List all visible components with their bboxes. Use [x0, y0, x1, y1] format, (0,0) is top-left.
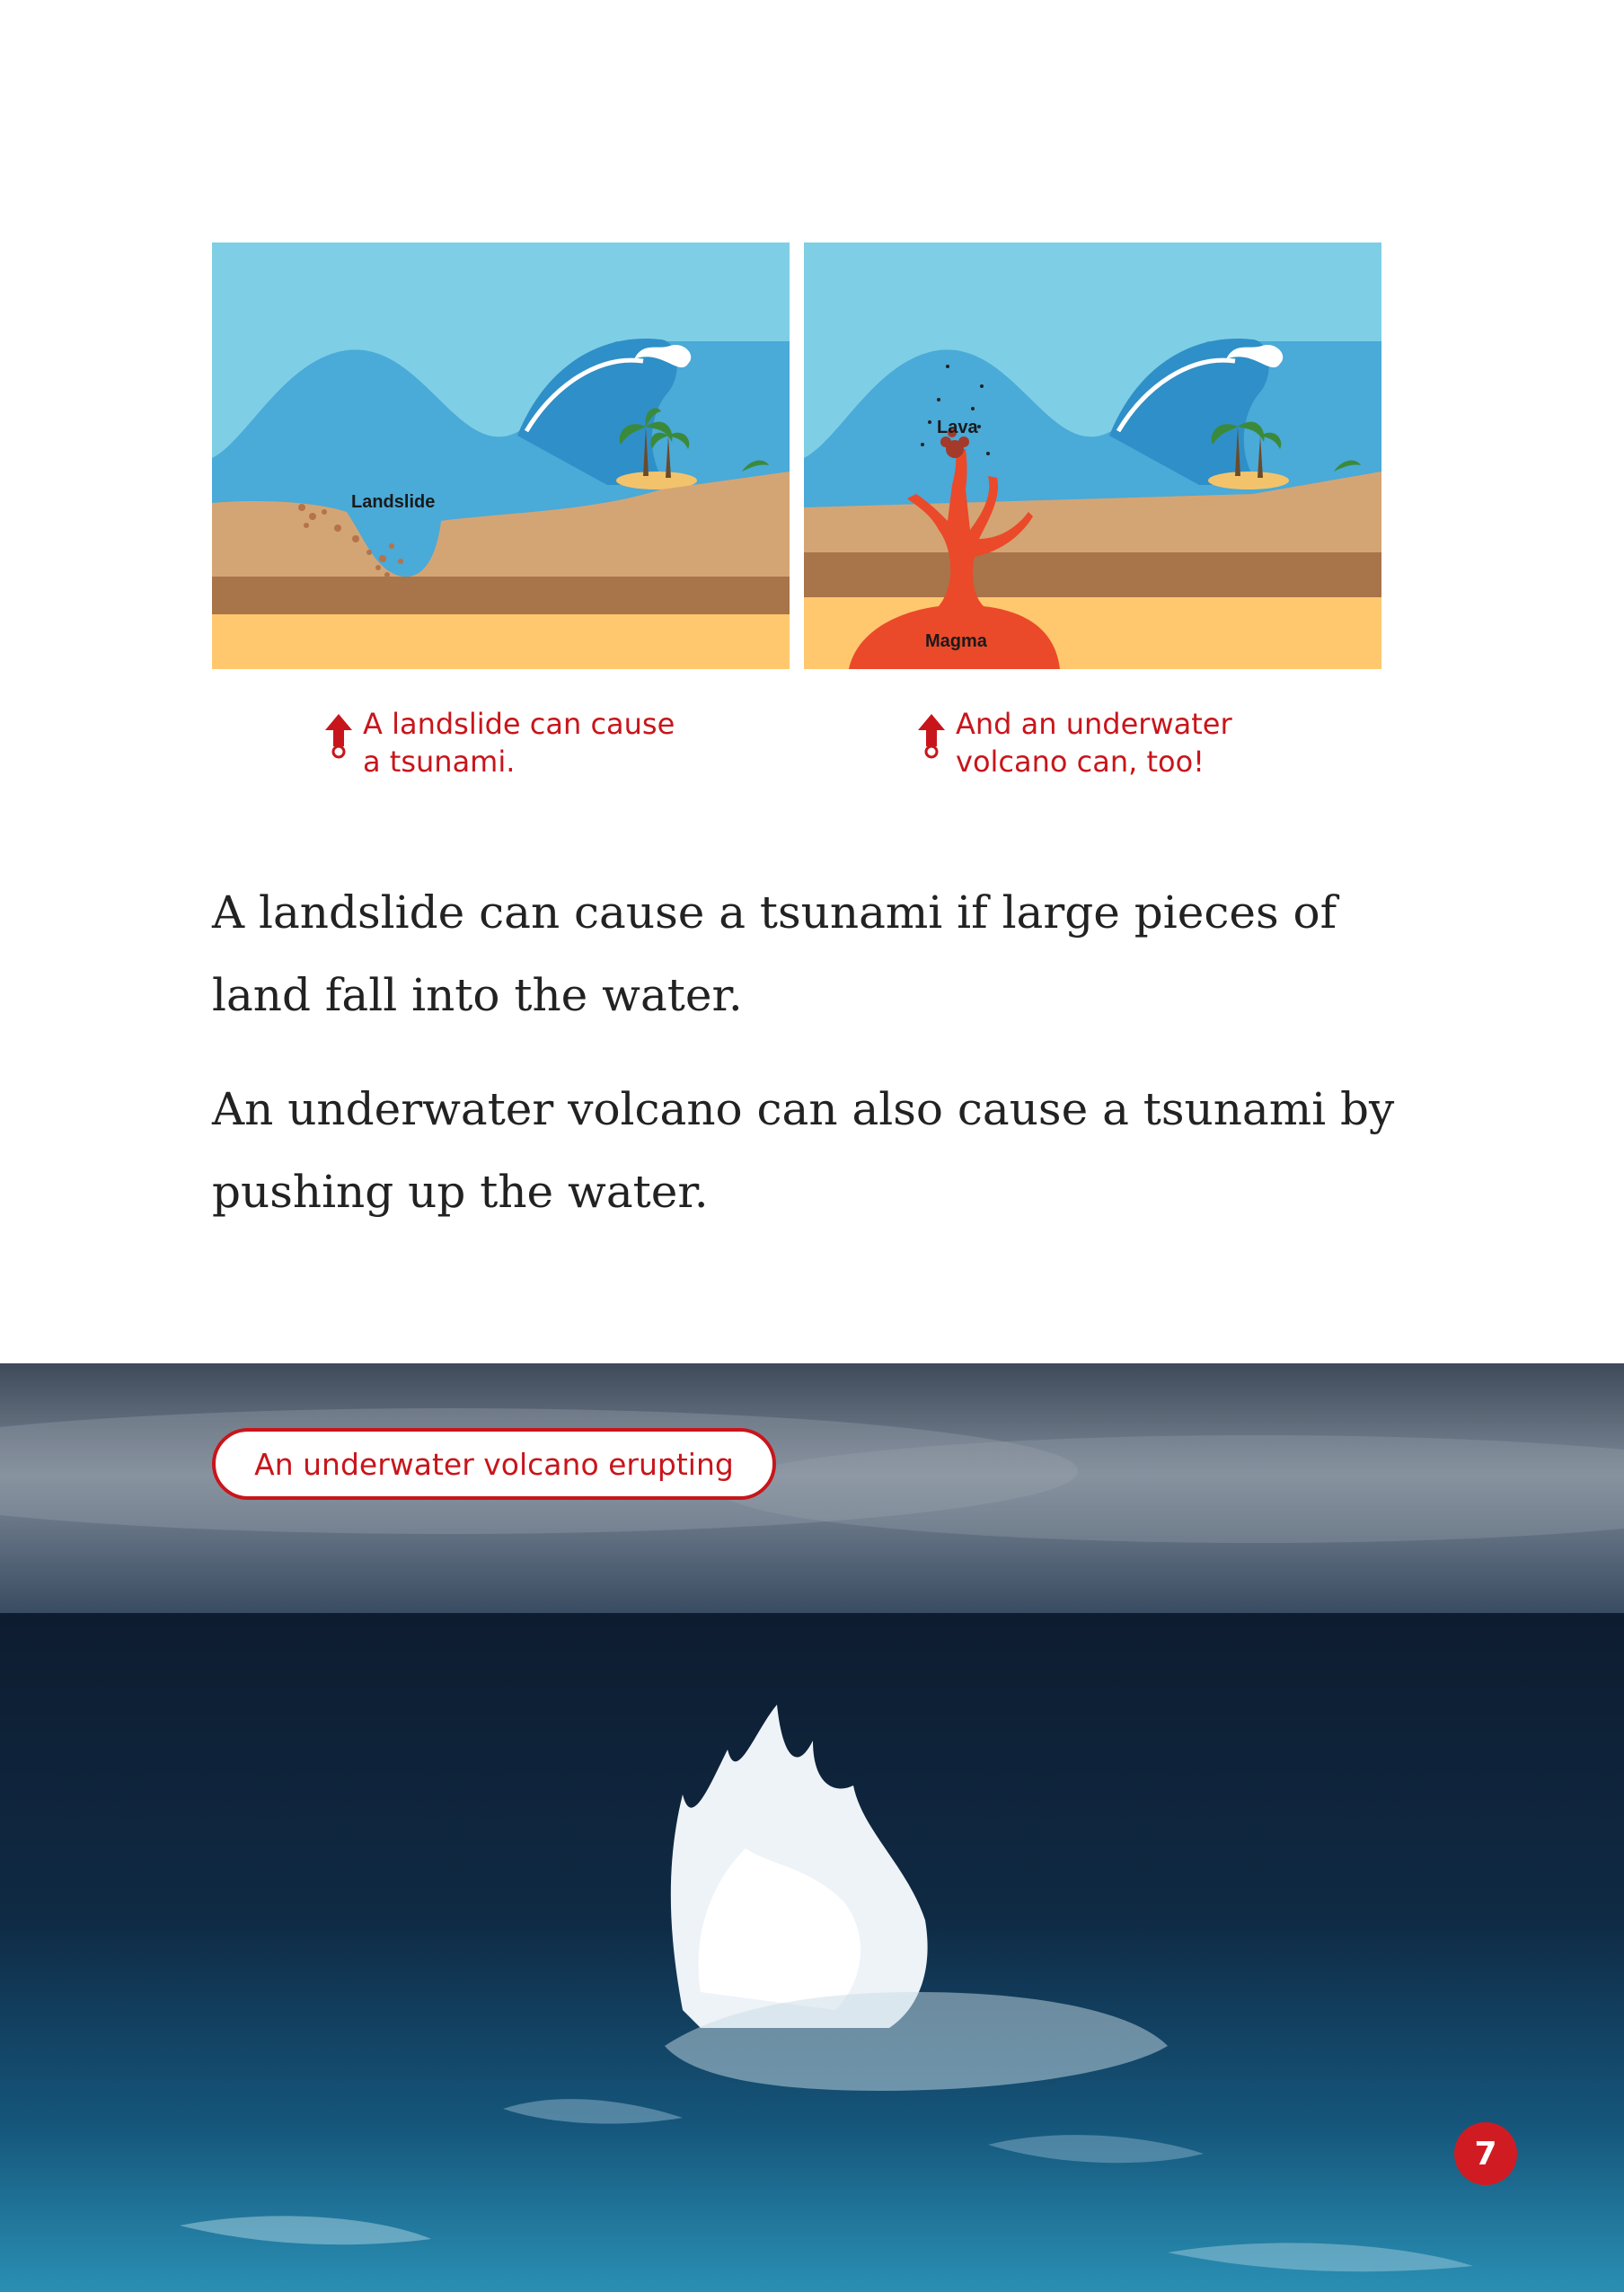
- arrow-up-icon: [323, 712, 354, 759]
- eruption-photo-image: [0, 1363, 1624, 2292]
- volcano-diagram: [804, 242, 1381, 669]
- volcano-diagram-illustration: [804, 242, 1381, 669]
- landslide-diagram-illustration: [212, 242, 790, 669]
- body-paragraph-1: A landslide can cause a tsunami if large pieces of land fall into the water.: [212, 886, 1337, 1021]
- photo-caption-label: An underwater volcano erupting: [212, 1428, 776, 1500]
- arrow-up-icon: [916, 712, 947, 759]
- caption-volcano: [916, 705, 1293, 780]
- caption-landslide: [323, 705, 701, 780]
- magma-label: Magma: [925, 631, 987, 651]
- eruption-photo: [0, 1363, 1624, 2292]
- landslide-diagram: [212, 242, 790, 669]
- lava-label: Lava: [937, 418, 978, 437]
- caption-volcano-text: And an underwater volcano can, too!: [956, 707, 1232, 779]
- body-paragraph-2: An underwater volcano can also cause a tsunami by pushing up the water.: [212, 1083, 1395, 1218]
- page-number: 7: [1454, 2122, 1517, 2185]
- caption-landslide-text: A landslide can cause a tsunami.: [363, 707, 675, 779]
- landslide-label: Landslide: [351, 492, 436, 512]
